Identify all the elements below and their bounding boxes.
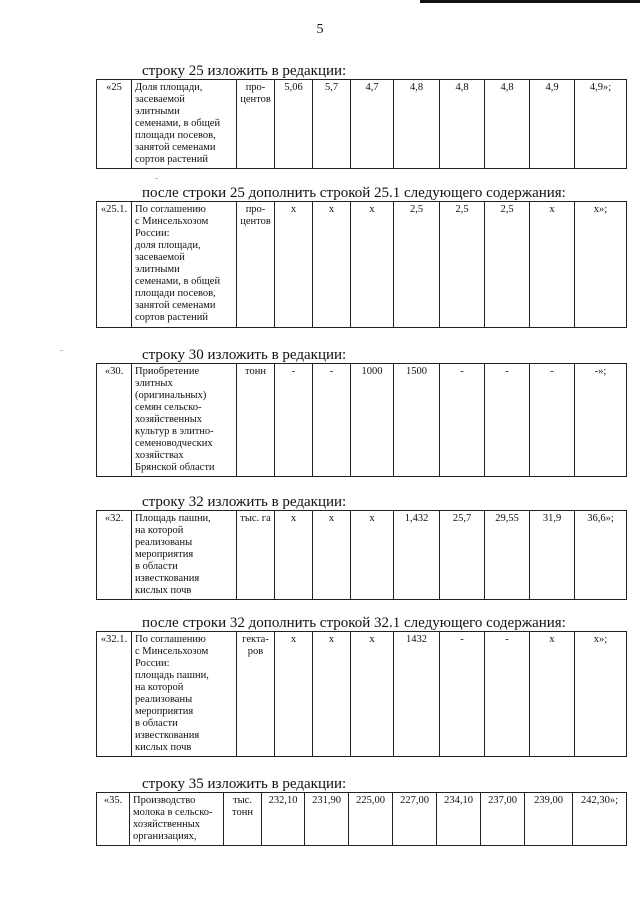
row-number: «35. <box>97 793 130 846</box>
value-cell: 2,5 <box>440 202 485 328</box>
value-cell: - <box>313 364 351 477</box>
value-cell: х <box>275 632 313 757</box>
value-cell: 2,5 <box>485 202 530 328</box>
value-cell: 1000 <box>351 364 394 477</box>
indicator-name: Доля площади, засеваемой элитными семенами, в общей площади посевов, занятой семенами сортов растений <box>132 80 237 169</box>
value-cell: 1500 <box>394 364 440 477</box>
value-cell: 5,7 <box>313 80 351 169</box>
section-heading-32: строку 32 изложить в редакции: <box>142 494 347 510</box>
value-cell: - <box>440 632 485 757</box>
value-cell: х <box>351 511 394 600</box>
value-cell: х»; <box>575 202 627 328</box>
value-cell: х»; <box>575 632 627 757</box>
value-cell: 25,7 <box>440 511 485 600</box>
value-cell: 31,9 <box>530 511 575 600</box>
table-row <box>97 511 627 600</box>
row-number: «30. <box>97 364 132 477</box>
value-cell: х <box>313 511 351 600</box>
value-cell: х <box>275 511 313 600</box>
value-cell: 234,10 <box>437 793 481 846</box>
value-cell: х <box>313 202 351 328</box>
value-cell: - <box>485 632 530 757</box>
value-cell: 225,00 <box>349 793 393 846</box>
value-cell: х <box>530 202 575 328</box>
unit-cell: про- центов <box>237 80 275 169</box>
value-cell: 29,55 <box>485 511 530 600</box>
section-heading-25-1: после строки 25 дополнить строкой 25.1 следующего содержания: <box>142 185 566 201</box>
indicator-name: Площадь пашни, на которой реализованы мероприятия в области известкования кислых почв <box>132 511 237 600</box>
indicator-name: По соглашению с Минсельхозом России: доля площади, засеваемой элитными семенами, в общей площади посевов, занятой семенами сортов растений <box>132 202 237 328</box>
value-cell: - <box>485 364 530 477</box>
unit-cell: тыс. га <box>237 511 275 600</box>
page-number: 5 <box>316 22 324 37</box>
row-number: «25 <box>97 80 132 169</box>
table-row-32 <box>96 510 627 600</box>
value-cell: х <box>351 202 394 328</box>
value-cell: 4,8 <box>440 80 485 169</box>
indicator-name: Производство молока в сельско- хозяйственных организациях, <box>130 793 224 846</box>
scan-speck <box>155 178 158 179</box>
value-cell: 232,10 <box>262 793 305 846</box>
value-cell: х <box>530 632 575 757</box>
row-number: «25.1. <box>97 202 132 328</box>
value-cell: 242,30»; <box>573 793 627 846</box>
value-cell: 4,9»; <box>575 80 627 169</box>
value-cell: х <box>351 632 394 757</box>
value-cell: 1432 <box>394 632 440 757</box>
table-row-35 <box>96 792 627 846</box>
value-cell: 231,90 <box>305 793 349 846</box>
value-cell: 237,00 <box>481 793 525 846</box>
unit-cell: про- центов <box>237 202 275 328</box>
value-cell: - <box>275 364 313 477</box>
value-cell: - <box>440 364 485 477</box>
table-row-25 <box>96 79 627 169</box>
unit-cell: тонн <box>237 364 275 477</box>
scan-speck <box>60 350 63 351</box>
section-heading-30: строку 30 изложить в редакции: <box>142 347 347 363</box>
value-cell: 239,00 <box>525 793 573 846</box>
table-row <box>97 632 627 757</box>
table-row <box>97 80 627 169</box>
table-row-30 <box>96 363 627 477</box>
value-cell: 36,6»; <box>575 511 627 600</box>
table-row-25-1 <box>96 201 627 328</box>
indicator-name: По соглашению с Минсельхозом России: площадь пашни, на которой реализованы мероприятия в области известкования кислых почв <box>132 632 237 757</box>
indicator-name: Приобретение элитных (оригинальных) семян сельско- хозяйственных культур в элитно- семеноводческих хозяйствах Брянской области <box>132 364 237 477</box>
value-cell: 4,9 <box>530 80 575 169</box>
value-cell: 4,8 <box>485 80 530 169</box>
section-heading-25: строку 25 изложить в редакции: <box>142 63 347 79</box>
value-cell: 4,7 <box>351 80 394 169</box>
unit-cell: гекта- ров <box>237 632 275 757</box>
value-cell: -»; <box>575 364 627 477</box>
value-cell: 4,8 <box>394 80 440 169</box>
table-row-32-1 <box>96 631 627 757</box>
value-cell: 1,432 <box>394 511 440 600</box>
value-cell: 5,06 <box>275 80 313 169</box>
section-heading-35: строку 35 изложить в редакции: <box>142 776 347 792</box>
scan-edge-bar <box>420 0 640 3</box>
value-cell: х <box>313 632 351 757</box>
value-cell: 2,5 <box>394 202 440 328</box>
value-cell: х <box>275 202 313 328</box>
unit-cell: тыс. тонн <box>224 793 262 846</box>
value-cell: - <box>530 364 575 477</box>
row-number: «32. <box>97 511 132 600</box>
table-row <box>97 202 627 328</box>
table-row <box>97 364 627 477</box>
value-cell: 227,00 <box>393 793 437 846</box>
row-number: «32.1. <box>97 632 132 757</box>
section-heading-32-1: после строки 32 дополнить строкой 32.1 следующего содержания: <box>142 615 566 631</box>
table-row <box>97 793 627 846</box>
